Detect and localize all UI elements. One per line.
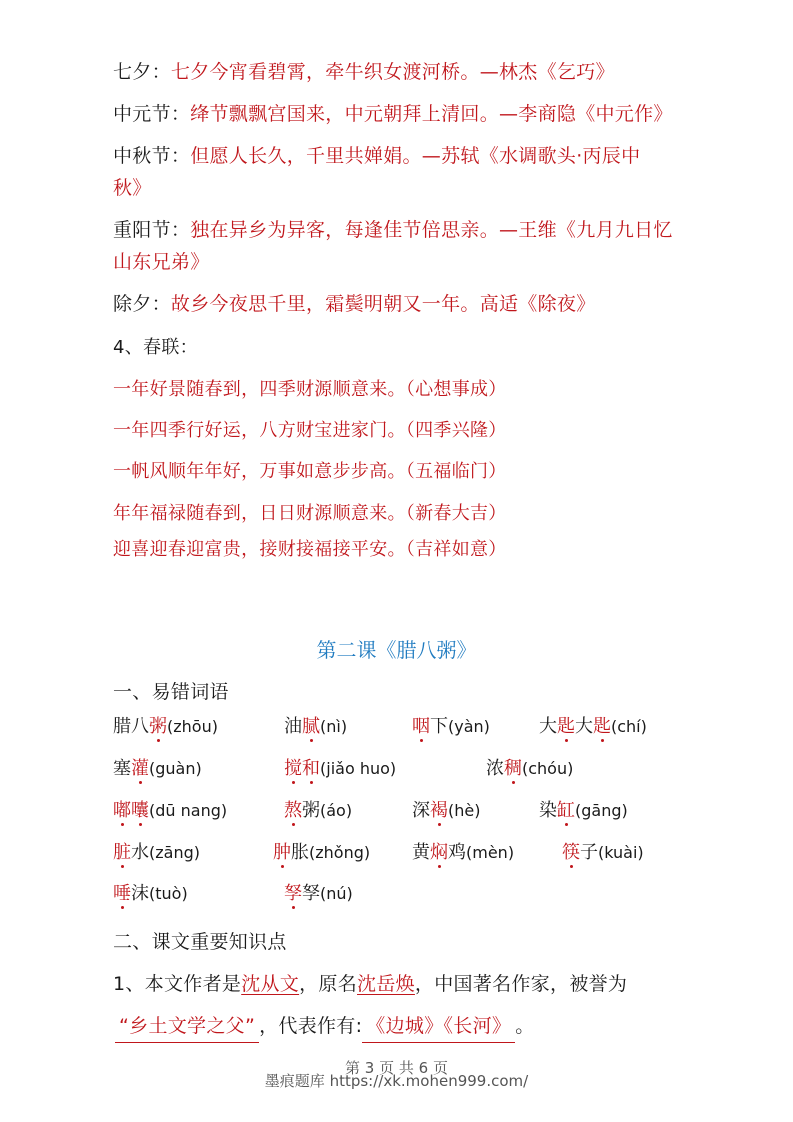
author-name: 沈从文: [241, 973, 300, 995]
vocab-item: 染缸(gāng): [539, 800, 628, 821]
festival-zhongqiu: [113, 142, 640, 170]
festival-zhongqiu-cont: 秋》: [113, 177, 152, 199]
festival-zhongyuan: [113, 100, 673, 128]
festival-label: 中秋节：: [113, 145, 191, 167]
couplets-heading: 4、春联：: [113, 337, 198, 358]
festival-chongyang: [113, 216, 673, 244]
vocab-item: 肿胀(zhǒng): [273, 842, 371, 863]
festival-chongyang-cont: 山东兄弟》: [113, 251, 210, 273]
couplet-item: 一年好景随春到，四季财源顺意来。（心想事成）: [113, 379, 507, 400]
source-watermark: 墨痕题库 https://xk.mohen999.com/: [264, 1072, 529, 1090]
vocab-item: 油腻(nì): [284, 716, 348, 737]
festival-poem: 独在异乡为异客，每逢佳节倍思亲。—王维《九月九日忆: [190, 219, 673, 241]
festival-label: 重阳节：: [113, 219, 191, 241]
festival-qixi: [113, 58, 615, 86]
couplet-item: 一年四季行好运，八方财宝进家门。（四季兴隆）: [113, 420, 507, 441]
representative-works: 《边城》《长河》: [362, 1012, 515, 1043]
festival-label: 除夕：: [113, 293, 171, 315]
honorific-title: “乡土文学之父”: [115, 1012, 259, 1043]
vocab-item: 搅和(jiǎo huo): [284, 758, 397, 779]
original-name: 沈岳焕: [357, 973, 415, 995]
festival-poem: 但愿人长久，千里共婵娟。—苏轼《水调歌头·丙辰中: [190, 145, 641, 167]
vocab-item: 脏水(zāng): [113, 842, 200, 863]
vocab-item: 唾沫(tuò): [113, 883, 188, 904]
couplet-item: 迎喜迎春迎富贵，接财接福接平安。（吉祥如意）: [113, 539, 507, 560]
festival-label: 七夕：: [113, 61, 171, 83]
festival-chuxi: [113, 290, 596, 318]
knowledge-point-1-cont: “乡土文学之父” ，代表作有: 《边城》《长河》 。: [115, 1012, 535, 1043]
vocab-item: 黄焖鸡(mèn): [412, 842, 515, 863]
vocab-item: 孥孥(nú): [284, 883, 353, 904]
vocab-item: 熬粥(áo): [284, 800, 353, 821]
section-knowledge-heading: 二、课文重要知识点: [113, 931, 287, 953]
vocab-item: 腊八粥(zhōu): [113, 716, 218, 737]
vocab-item: 筷子(kuài): [562, 842, 644, 863]
festival-label: 中元节：: [113, 103, 191, 125]
lesson-title: 第二课《腊八粥》: [316, 638, 477, 662]
vocab-item: 塞灌(guàn): [113, 758, 202, 779]
vocab-item: 大匙大匙(chí): [539, 716, 647, 737]
festival-poem: 七夕今宵看碧霄，牵牛织女渡河桥。—林杰《乞巧》: [170, 61, 615, 83]
knowledge-point-1: 1、本文作者是沈从文，原名沈岳焕，中国著名作家，被誉为: [113, 973, 628, 995]
vocab-item: 深褐(hè): [412, 800, 481, 821]
vocab-item: 嘟囔(dū nang): [113, 800, 228, 821]
couplet-item: 一帆风顺年年好，万事如意步步高。（五福临门）: [113, 461, 507, 482]
section-vocab-heading: 一、易错词语: [113, 681, 229, 703]
couplet-item: 年年福禄随春到，日日财源顺意来。（新春大吉）: [113, 503, 507, 524]
page-number: 第 3 页 共 6 页: [345, 1059, 448, 1077]
vocab-item: 咽下(yàn): [412, 716, 490, 737]
festival-poem: 绛节飘飘宫国来，中元朝拜上清回。—李商隐《中元作》: [190, 103, 673, 125]
festival-poem: 故乡今夜思千里，霜鬓明朝又一年。高适《除夜》: [170, 293, 596, 315]
vocab-item: 浓稠(chóu): [486, 758, 574, 779]
